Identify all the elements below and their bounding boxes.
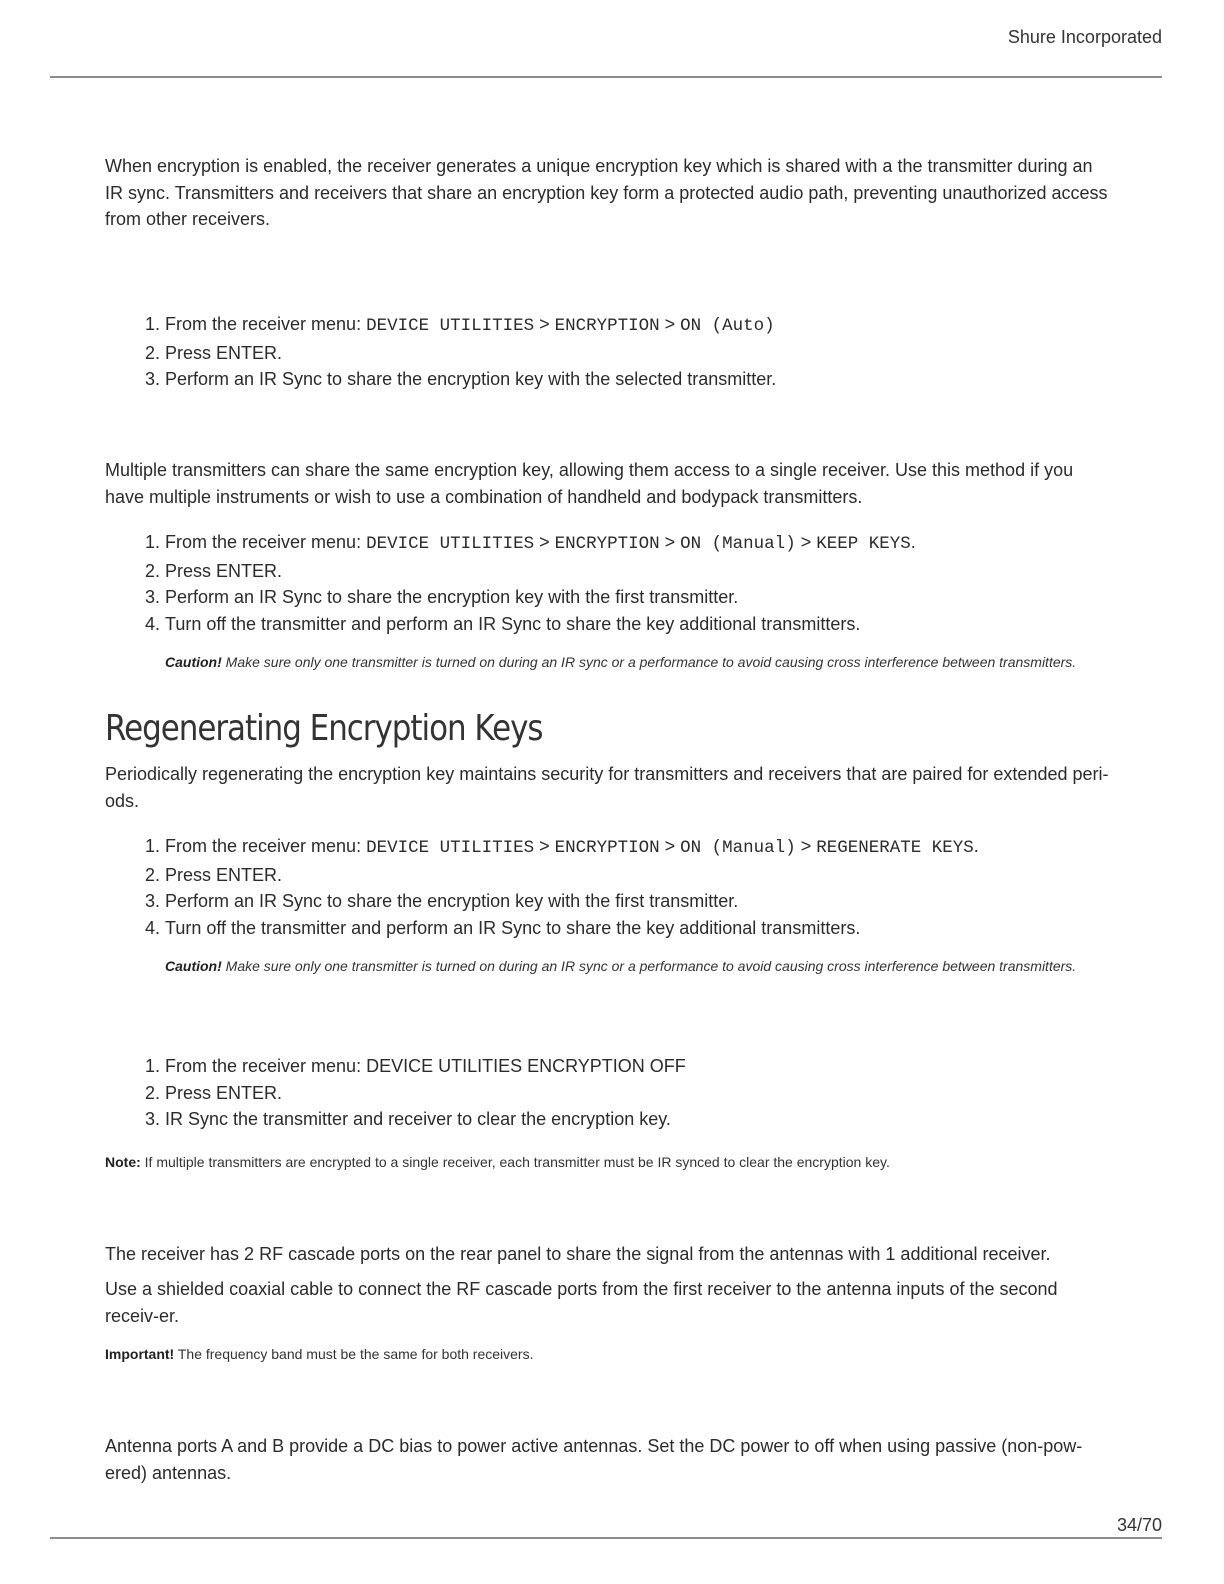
menu-path: ENCRYPTION — [554, 534, 660, 554]
list-item: 2. Press ENTER. — [165, 1080, 1170, 1107]
menu-path: REGENERATE KEYS — [816, 838, 974, 858]
list-item: 1. From the receiver menu: DEVICE UTILITIES > ENCRYPTION > ON (Manual) > REGENERATE KEYS. — [165, 833, 1170, 862]
caution-label: Caution! — [165, 958, 222, 974]
page-number: 34/70 — [1116, 1515, 1162, 1535]
list-item: 4. Turn off the transmitter and perform an IR Sync to share the key additional transmitters. — [165, 611, 1170, 638]
multi-transmitter-steps — [105, 529, 1170, 638]
cascade-cable-paragraph: Use a shielded coaxial cable to connect the RF cascade ports from the first receiver to the antenna inputs of the second receiv-er. — [105, 1279, 1058, 1326]
remove-encryption-steps — [105, 1053, 1170, 1133]
cascade-paragraph: The receiver has 2 RF cascade ports on the rear panel to share the signal from the antennas with 1 additional receiver. — [105, 1244, 1051, 1264]
header-company: Shure Incorporated — [1007, 27, 1162, 47]
list-item: 1. From the receiver menu: DEVICE UTILITIES > ENCRYPTION > ON (Auto) — [165, 311, 1170, 340]
list-item: 1. From the receiver menu: DEVICE UTILITIES ENCRYPTION OFF — [165, 1053, 1170, 1080]
menu-path: DEVICE UTILITIES — [366, 838, 535, 858]
regen-steps — [105, 833, 1170, 942]
list-item: 2. Press ENTER. — [165, 340, 1170, 367]
important-note: Important! The frequency band must be the same for both receivers. — [105, 1346, 534, 1362]
list-item: 3. Perform an IR Sync to share the encryption key with the first transmitter. — [165, 888, 1170, 915]
menu-path: DEVICE UTILITIES — [366, 534, 535, 554]
menu-path: DEVICE UTILITIES — [366, 316, 535, 336]
list-item: 3. Perform an IR Sync to share the encryption key with the first transmitter. — [165, 584, 1170, 611]
list-item: 2. Press ENTER. — [165, 862, 1170, 889]
auto-encryption-steps — [105, 311, 1170, 393]
menu-path: ENCRYPTION — [554, 838, 660, 858]
regen-paragraph: Periodically regenerating the encryption key maintains security for transmitters and receivers that are paired for extended peri-ods. — [105, 764, 1109, 811]
caution-note: Caution! Make sure only one transmitter is turned on during an IR sync or a performance to avoid causing cross interference between transmitters. — [165, 958, 1077, 974]
menu-path: ON (Auto) — [680, 316, 775, 336]
important-label: Important! — [105, 1346, 175, 1362]
caution-note: Caution! Make sure only one transmitter is turned on during an IR sync or a performance to avoid causing cross interference between transmitters. — [165, 654, 1077, 670]
list-item: 3. IR Sync the transmitter and receiver to clear the encryption key. — [165, 1106, 1170, 1133]
note-label: Note: — [105, 1154, 141, 1170]
header-divider — [50, 76, 1162, 78]
menu-path: ENCRYPTION — [554, 316, 660, 336]
section-heading: Regenerating Encryption Keys — [105, 708, 543, 749]
multi-transmitter-paragraph: Multiple transmitters can share the same encryption key, allowing them access to a single receiver. Use this method if you have multiple instruments or wish to use a combination of handheld and bodypack transmitters. — [105, 460, 1074, 507]
menu-path: ON (Manual) — [680, 838, 796, 858]
list-item: 2. Press ENTER. — [165, 558, 1170, 585]
list-item: 3. Perform an IR Sync to share the encryption key with the selected transmitter. — [165, 366, 1170, 393]
menu-path: ON (Manual) — [680, 534, 796, 554]
antenna-paragraph: Antenna ports A and B provide a DC bias to power active antennas. Set the DC power to off when using passive (non-pow-ered) antennas. — [105, 1436, 1083, 1483]
list-item: 4. Turn off the transmitter and perform an IR Sync to share the key additional transmitters. — [165, 915, 1170, 942]
list-item: 1. From the receiver menu: DEVICE UTILITIES > ENCRYPTION > ON (Manual) > KEEP KEYS. — [165, 529, 1170, 558]
intro-paragraph: When encryption is enabled, the receiver generates a unique encryption key which is shared with a the transmitter during an IR sync. Transmitters and receivers that share an encryption key form a protected audio path, preventing unauthorized access from other receivers. — [105, 156, 1108, 229]
menu-path: KEEP KEYS — [816, 534, 911, 554]
note: Note: If multiple transmitters are encrypted to a single receiver, each transmitter must be IR synced to clear the encryption key. — [105, 1154, 890, 1170]
caution-label: Caution! — [165, 654, 222, 670]
footer-divider — [50, 1537, 1162, 1539]
